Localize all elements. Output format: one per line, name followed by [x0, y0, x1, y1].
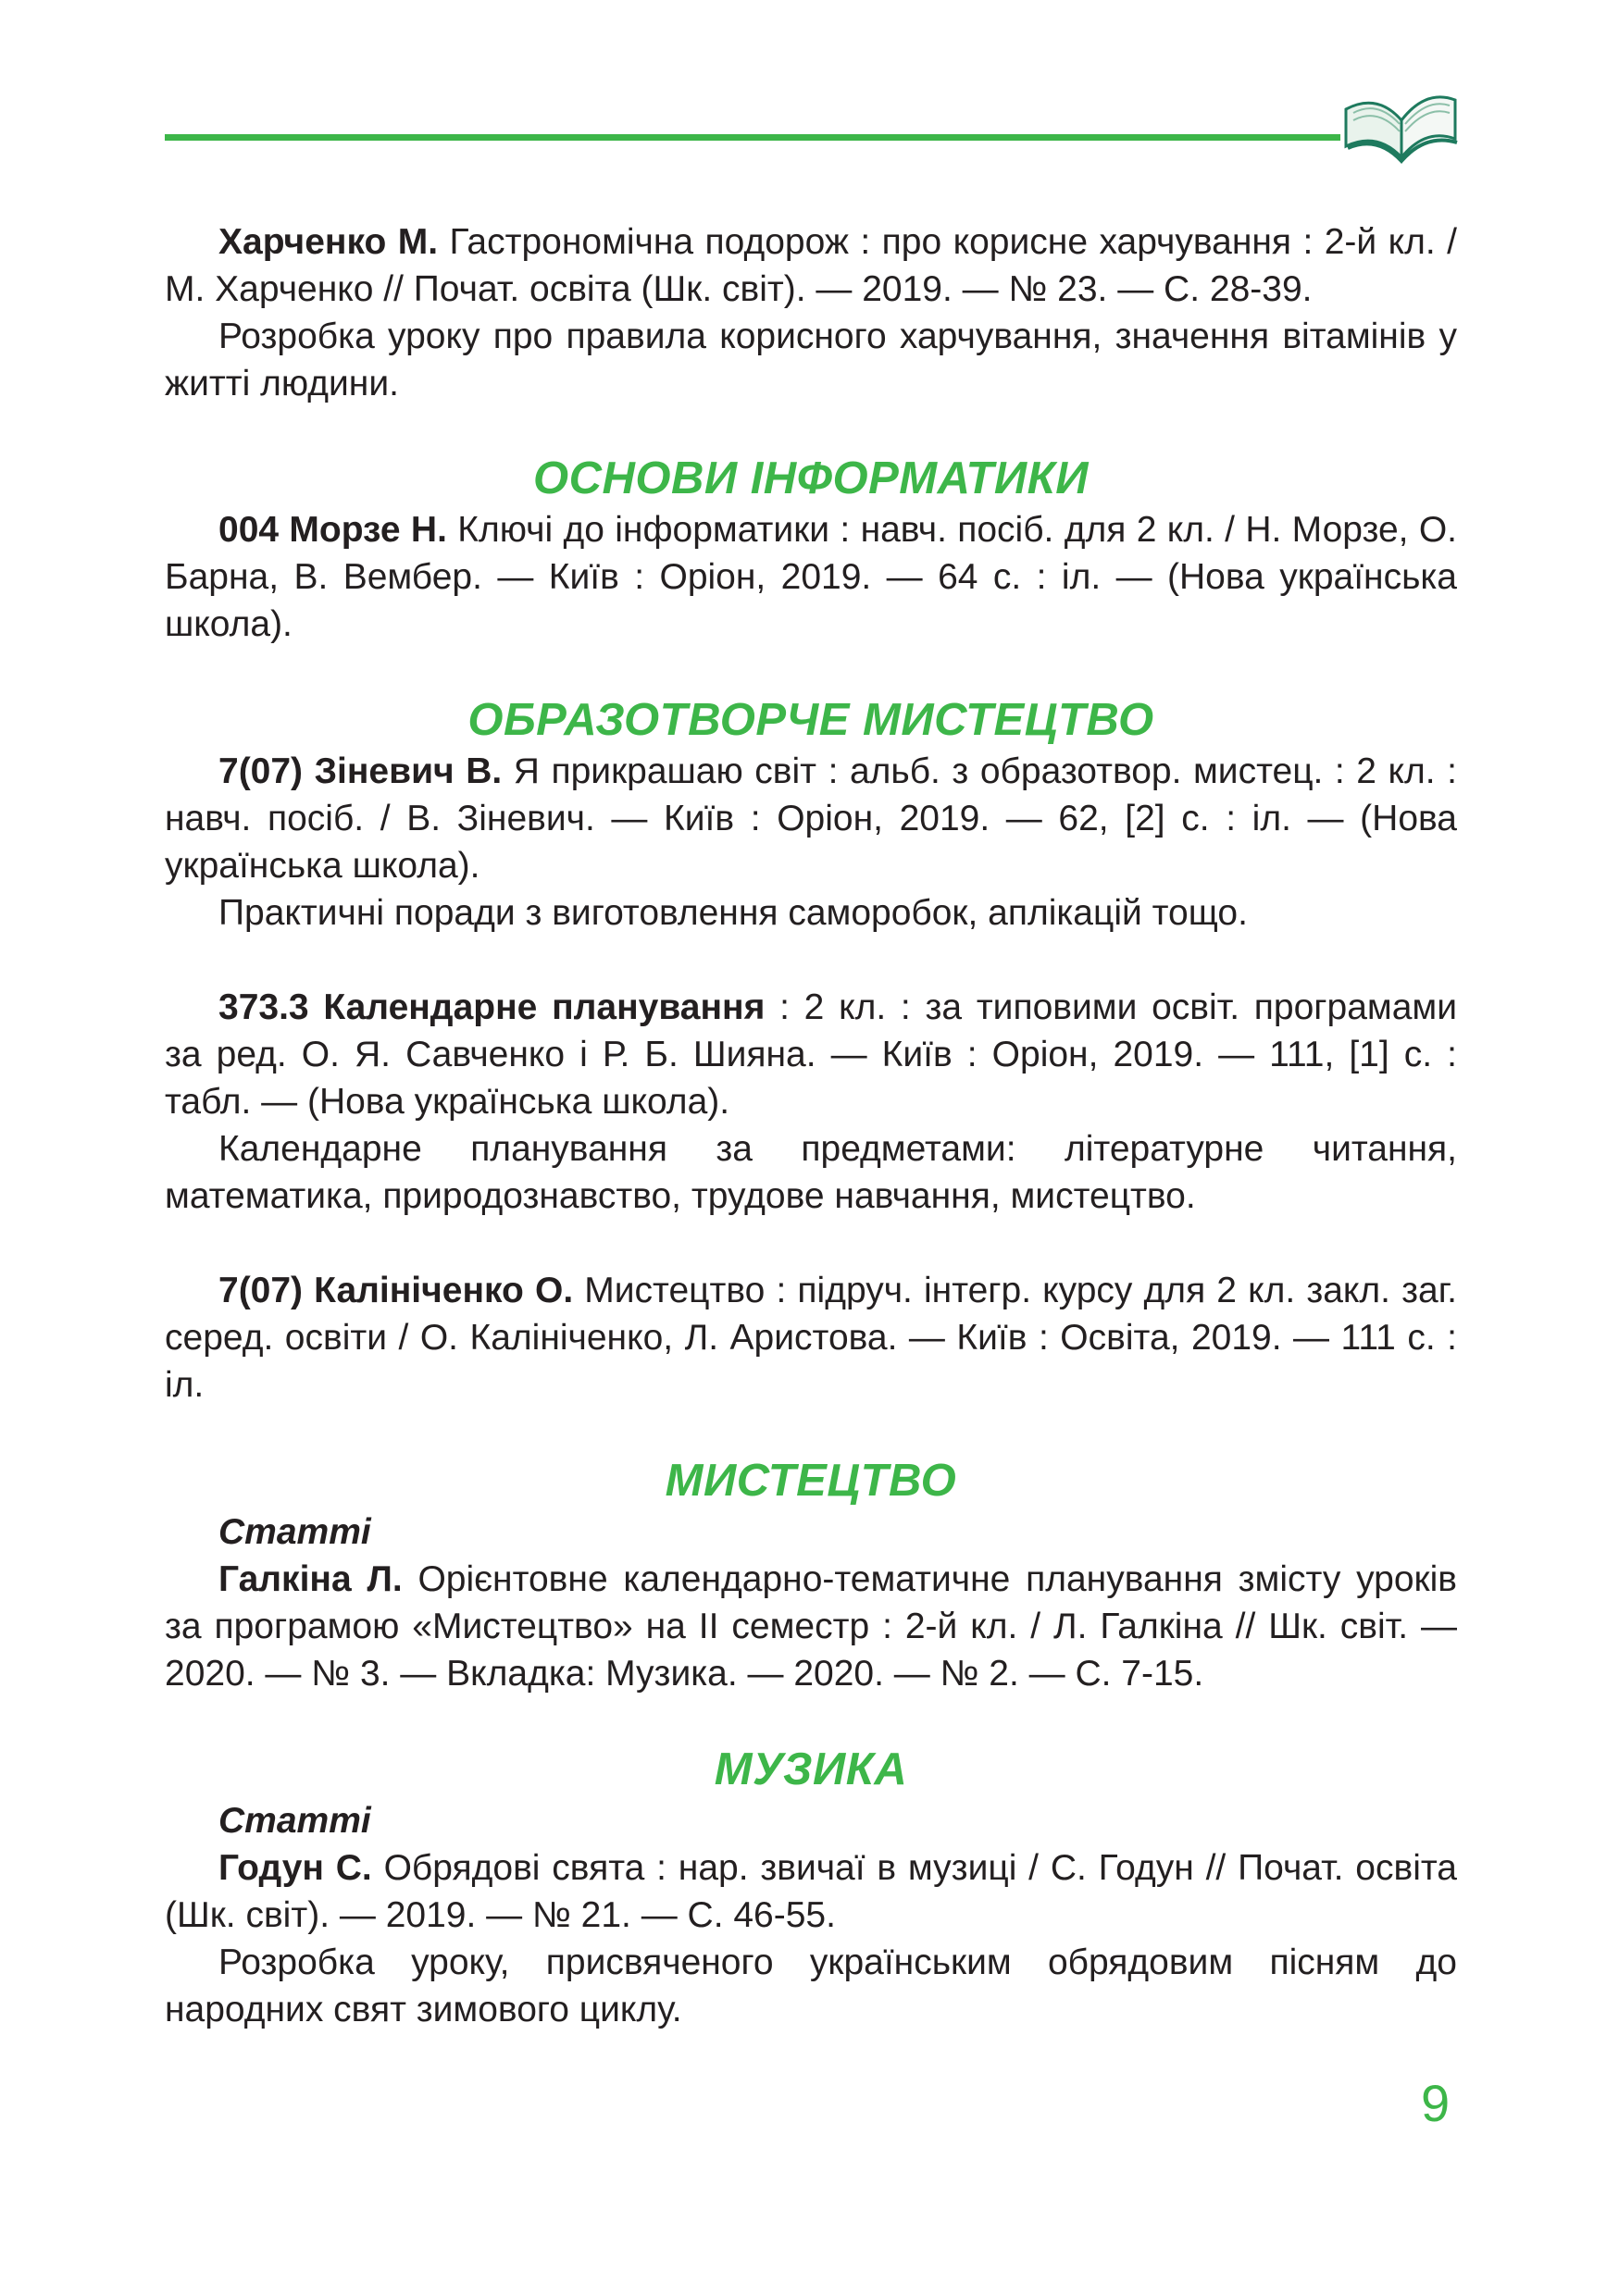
section-heading-informatics: ОСНОВИ ІНФОРМАТИКИ	[532, 453, 1090, 503]
entry-text: Мистецтво : підруч. інтегр. курсу для 2 кл. закл. заг. серед. освіти / О. Калініченко, Л. Аристова. — Київ : Освіта, 2019. — 111 с. : іл.	[165, 1271, 1457, 1405]
entry-kharchenko	[165, 218, 1457, 313]
entry-text: Я прикрашаю світ : альб. з образотвор. мистец. : 2 кл. : навч. посіб. / В. Зіневич. — Київ : Оріон, 2019. — 62, [2] с. : іл. — (Нова українська школа).	[165, 751, 1457, 886]
section-heading-music: МУЗИКА	[714, 1744, 908, 1794]
entry-text: Орієнтовне календарно-тематичне планування змісту уроків за програмою «Мистецтво» на ІІ семестр : 2-й кл. / Л. Галкіна // Шк. світ. — 2020. — № 3. — Вкладка: Музика. — 2020. — № 2. — С. 7-15.	[165, 1559, 1457, 1694]
entry-author: Галкіна Л.	[218, 1559, 403, 1599]
entry-author: 7(07) Зіневич В.	[218, 751, 503, 791]
entry-morze	[165, 506, 1457, 648]
entry-text: Ключі до інформатики : навч. посіб. для 2 кл. / Н. Морзе, О. Барна, В. Вембер. — Київ : Оріон, 2019. — 64 с. : іл. — (Нова українська школа).	[165, 510, 1458, 644]
entry-annotation: Календарне планування за предметами: літературне читання, математика, природознавство, трудове навчання, мистецтво.	[165, 1129, 1457, 1216]
page-number: 9	[1421, 2074, 1451, 2132]
bibliography	[165, 218, 1457, 2033]
entry-kalinichenko	[165, 1267, 1457, 1409]
entry-annotation: Розробка уроку, присвяченого українським обрядовим пісням до народних свят зимового циклу.	[165, 1942, 1457, 2029]
articles-label: Статті	[218, 1801, 371, 1841]
open-book-icon	[1340, 72, 1461, 165]
header-rule	[165, 134, 1340, 141]
entry-calendar-planning	[165, 984, 1457, 1125]
entry-halkina	[165, 1556, 1457, 1697]
section-heading-art: МИСТЕЦТВО	[665, 1456, 957, 1506]
entry-annotation: Розробка уроку про правила корисного харчування, значення вітамінів у житті людини.	[165, 316, 1457, 403]
articles-label: Статті	[218, 1512, 371, 1552]
entry-hodun	[165, 1844, 1457, 1939]
section-heading-fine-art: ОБРАЗОТВОРЧЕ МИСТЕЦТВО	[467, 695, 1154, 745]
entry-author: 7(07) Калініченко О.	[218, 1271, 574, 1310]
entry-text: Обрядові свята : нар. звичаї в музиці / С. Годун // Почат. освіта (Шк. світ). — 2019. — № 21. — С. 46-55.	[165, 1848, 1457, 1935]
entry-author: Харченко М.	[218, 222, 439, 262]
entry-text: Гастрономічна подорож : про корисне харчування : 2-й кл. / М. Харченко // Почат. освіта (Шк. світ). — 2019. — № 23. — С. 28-39.	[165, 222, 1457, 309]
entry-annotation: Практичні поради з виготовлення саморобок, аплікацій тощо.	[218, 893, 1248, 933]
entry-author: Годун С.	[218, 1848, 372, 1888]
entry-author: 004 Морзе Н.	[218, 510, 447, 550]
entry-text: : 2 кл. : за типовими освіт. програмами за ред. О. Я. Савченко і Р. Б. Шияна. — Київ : Оріон, 2019. — 111, [1] с. : табл. — (Нова українська школа).	[165, 987, 1458, 1122]
entry-author: 373.3 Календарне планування	[218, 987, 766, 1027]
entry-zinevych	[165, 748, 1457, 889]
